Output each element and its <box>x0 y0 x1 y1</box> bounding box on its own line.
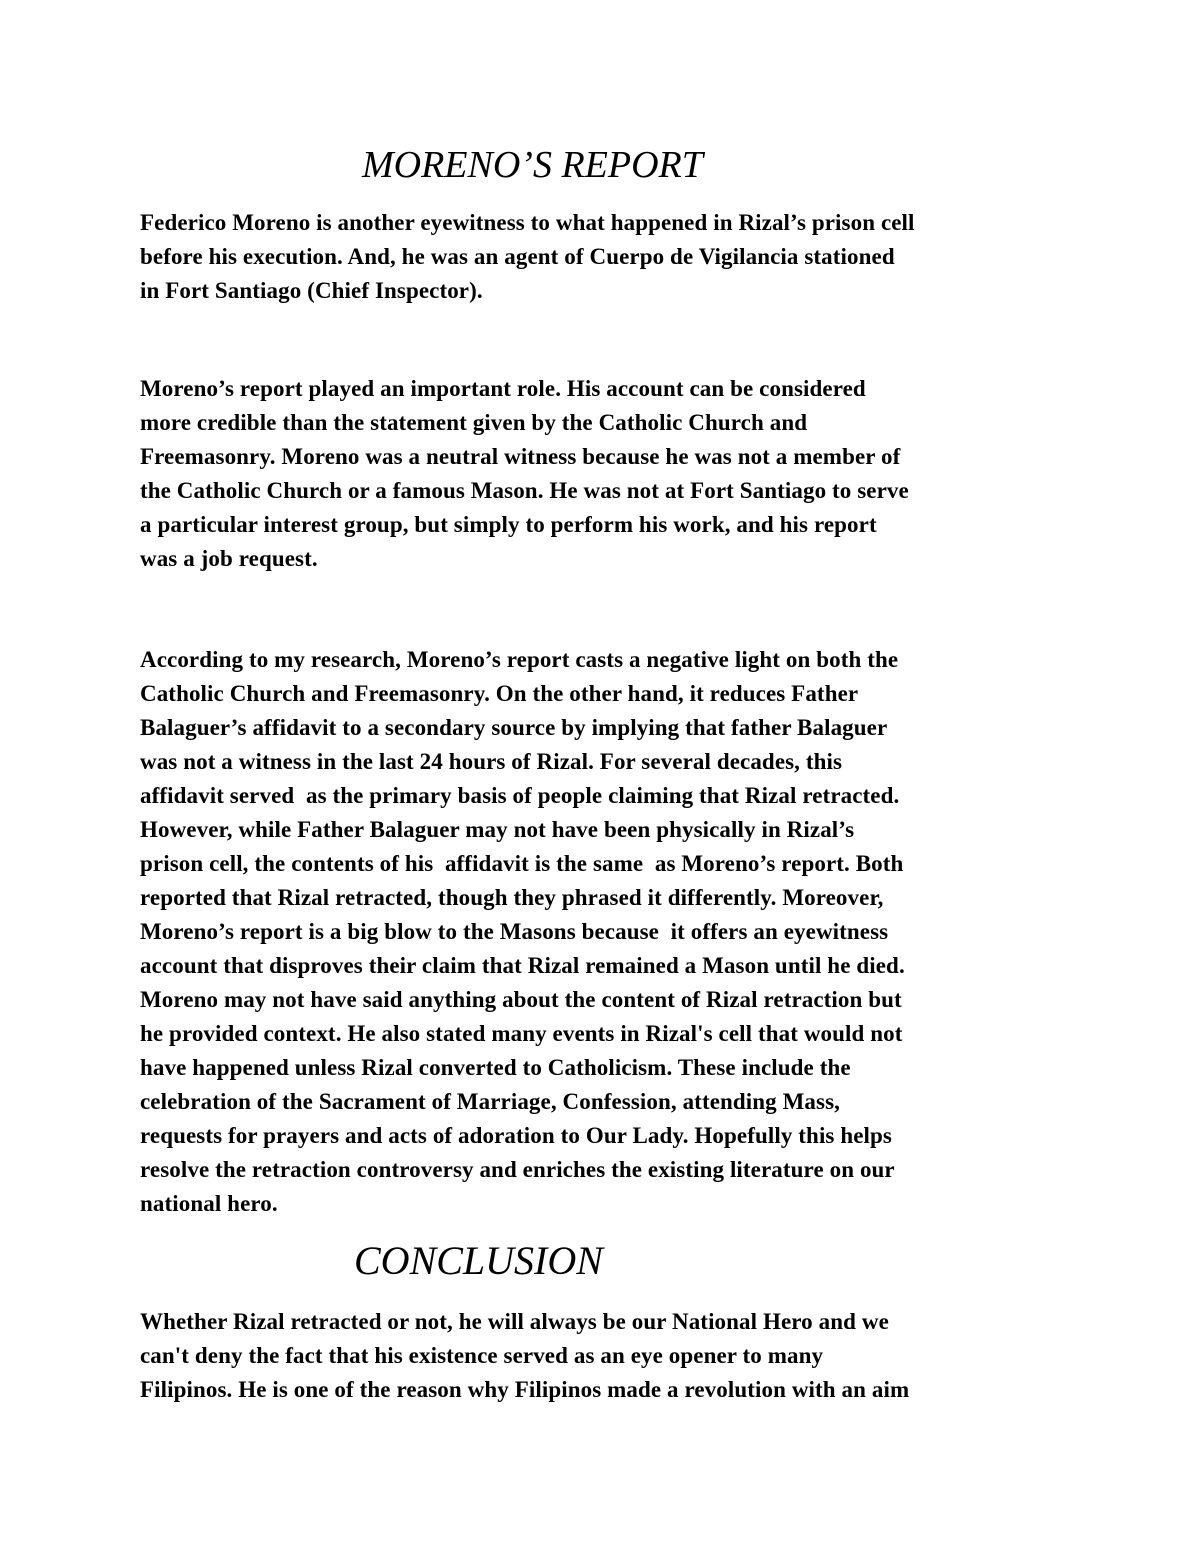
paragraph-line: Freemasonry. Moreno was a neutral witness because he was not a member of <box>140 444 901 469</box>
paragraph-line: more credible than the statement given by the Catholic Church and <box>140 410 808 435</box>
paragraph-line: Federico Moreno is another eyewitness to what happened in Rizal’s prison cell <box>140 210 915 235</box>
paragraph-line: have happened unless Rizal converted to Catholicism. These include the <box>140 1055 851 1080</box>
paragraph-intro <box>140 206 1065 308</box>
paragraph-credibility <box>140 372 1065 576</box>
paragraph-line: Whether Rizal retracted or not, he will always be our National Hero and we <box>140 1309 889 1334</box>
paragraph-line: Balaguer’s affidavit to a secondary source by implying that father Balaguer <box>140 715 888 740</box>
paragraph-line: affidavit served as the primary basis of people claiming that Rizal retracted. <box>140 783 900 808</box>
paragraph-line: national hero. <box>140 1191 278 1216</box>
paragraph-line: celebration of the Sacrament of Marriage, Confession, attending Mass, <box>140 1089 840 1114</box>
paragraph-line: the Catholic Church or a famous Mason. He was not at Fort Santiago to serve <box>140 478 909 503</box>
paragraph-line: requests for prayers and acts of adoration to Our Lady. Hopefully this helps <box>140 1123 892 1148</box>
paragraph-line: Moreno’s report is a big blow to the Masons because it offers an eyewitness <box>140 919 889 944</box>
paragraph-line: a particular interest group, but simply to perform his work, and his report <box>140 512 877 537</box>
paragraph-line: prison cell, the contents of his affidavit is the same as Moreno’s report. Both <box>140 851 904 876</box>
paragraph-line: resolve the retraction controversy and enriches the existing literature on our <box>140 1157 895 1182</box>
paragraph-line: Moreno’s report played an important role. His account can be considered <box>140 376 866 401</box>
paragraph-line: he provided context. He also stated many events in Rizal's cell that would not <box>140 1021 903 1046</box>
paragraph-line: According to my research, Moreno’s report casts a negative light on both the <box>140 647 899 672</box>
paragraph-research <box>140 643 1065 1221</box>
section-heading-conclusion: CONCLUSION <box>354 1238 603 1283</box>
paragraph-line: was a job request. <box>140 546 318 571</box>
paragraph-line: can't deny the fact that his existence served as an eye opener to many <box>140 1343 824 1368</box>
page-title: MORENO’S REPORT <box>362 144 703 186</box>
paragraph-line: Filipinos. He is one of the reason why Filipinos made a revolution with an aim <box>140 1377 910 1402</box>
paragraph-line: account that disproves their claim that Rizal remained a Mason until he died. <box>140 953 905 978</box>
paragraph-line: reported that Rizal retracted, though they phrased it differently. Moreover, <box>140 885 884 910</box>
paragraph-conclusion <box>140 1305 1065 1407</box>
paragraph-line: before his execution. And, he was an agent of Cuerpo de Vigilancia stationed <box>140 244 895 269</box>
paragraph-line: was not a witness in the last 24 hours of Rizal. For several decades, this <box>140 749 843 774</box>
paragraph-line: Catholic Church and Freemasonry. On the other hand, it reduces Father <box>140 681 859 706</box>
paragraph-line: in Fort Santiago (Chief Inspector). <box>140 278 483 303</box>
paragraph-line: However, while Father Balaguer may not have been physically in Rizal’s <box>140 817 855 842</box>
paragraph-line: Moreno may not have said anything about the content of Rizal retraction but <box>140 987 902 1012</box>
